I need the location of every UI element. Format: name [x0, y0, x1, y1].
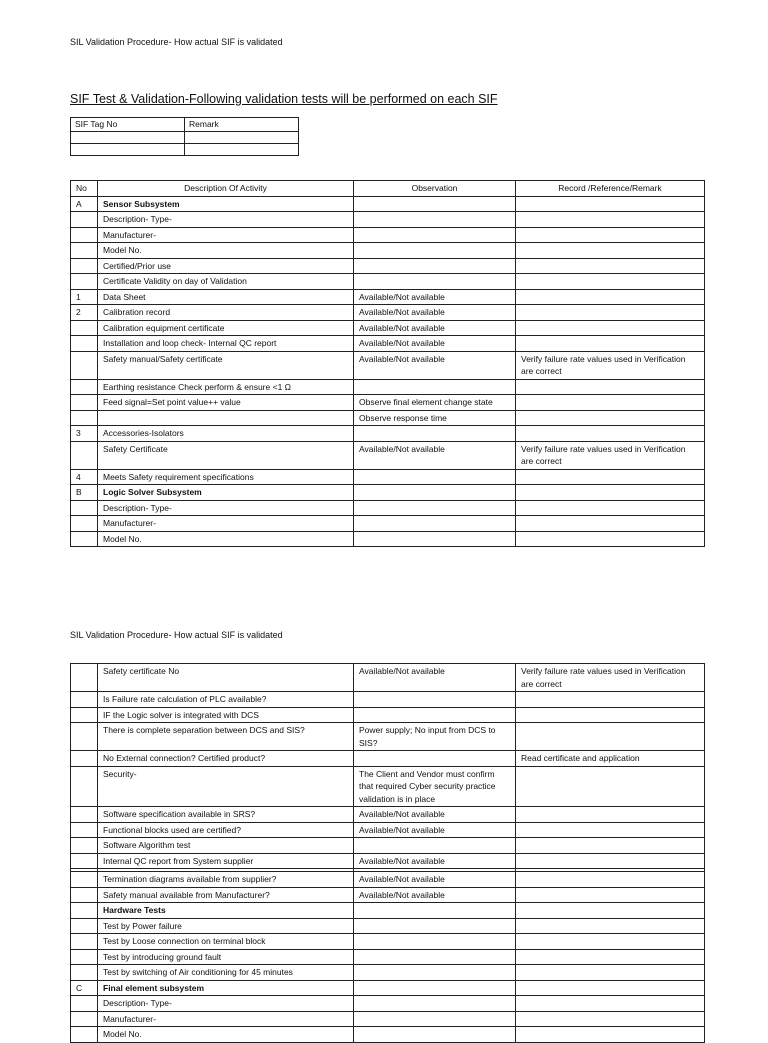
table-cell-rem: Verify failure rate values used in Verification are correct — [516, 664, 705, 692]
table-cell-rem — [516, 500, 705, 516]
table-cell — [71, 143, 185, 155]
table-cell-rem — [516, 822, 705, 838]
table-cell-rem — [516, 903, 705, 919]
table-row — [71, 918, 705, 934]
table-cell-rem — [516, 469, 705, 485]
table-row — [71, 807, 705, 823]
table-cell-rem — [516, 336, 705, 352]
table-cell-no — [71, 934, 98, 950]
validation-activity-table-continued — [70, 663, 705, 1043]
table-cell-obs — [354, 1027, 516, 1043]
table-cell-desc: Manufacturer- — [98, 1011, 354, 1027]
table-cell-obs — [354, 516, 516, 532]
table-cell-no — [71, 351, 98, 379]
table-cell-desc: Model No. — [98, 531, 354, 547]
table-cell-rem — [516, 766, 705, 807]
table-cell-desc: No External connection? Certified product? — [98, 751, 354, 767]
table-cell-obs: Power supply; No input from DCS to SIS? — [354, 723, 516, 751]
table-row — [71, 903, 705, 919]
table-cell-desc: Feed signal=Set point value++ value — [98, 395, 354, 411]
table-row — [71, 887, 705, 903]
table-cell-desc: Manufacturer- — [98, 516, 354, 532]
table-cell-no: B — [71, 485, 98, 501]
table-cell-no — [71, 212, 98, 228]
table-body — [71, 196, 705, 547]
table-cell-desc: Test by introducing ground fault — [98, 949, 354, 965]
table-cell-desc: Software Algorithm test — [98, 838, 354, 854]
page-header: SIL Validation Procedure- How actual SIF is validated — [70, 630, 283, 640]
table-cell-no — [71, 336, 98, 352]
table-cell-desc: Test by switching of Air conditioning for 45 minutes — [98, 965, 354, 981]
table-row — [71, 664, 705, 692]
table-cell-rem — [516, 807, 705, 823]
table-cell-desc: Installation and loop check- Internal QC report — [98, 336, 354, 352]
table-row — [71, 853, 705, 869]
table-cell-desc: Safety manual available from Manufacturer? — [98, 887, 354, 903]
table-cell-desc: Final element subsystem — [98, 980, 354, 996]
table-cell-rem — [516, 212, 705, 228]
table-cell-obs — [354, 692, 516, 708]
table-row — [71, 410, 705, 426]
table-cell-obs: Available/Not available — [354, 872, 516, 888]
table-row — [71, 692, 705, 708]
table-cell-desc: Accessories-Isolators — [98, 426, 354, 442]
table-row — [71, 1027, 705, 1043]
table-row — [71, 965, 705, 981]
table-cell-desc: Software specification available in SRS? — [98, 807, 354, 823]
table-row — [71, 289, 705, 305]
table-cell-no — [71, 516, 98, 532]
table-cell-obs: Observe final element change state — [354, 395, 516, 411]
table-cell-desc: Safety manual/Safety certificate — [98, 351, 354, 379]
table-cell-no — [71, 751, 98, 767]
table-cell-rem — [516, 1027, 705, 1043]
table-cell-desc: Calibration record — [98, 305, 354, 321]
table-cell-rem — [516, 949, 705, 965]
table-cell-desc: Test by Loose connection on terminal block — [98, 934, 354, 950]
table-cell-no — [71, 918, 98, 934]
table-cell-obs: Available/Not available — [354, 305, 516, 321]
table-cell-no — [71, 903, 98, 919]
table-cell-desc: Functional blocks used are certified? — [98, 822, 354, 838]
table-cell-rem — [516, 274, 705, 290]
table-cell-no — [71, 838, 98, 854]
table-cell-rem: Verify failure rate values used in Verification are correct — [516, 441, 705, 469]
table-cell-rem — [516, 243, 705, 259]
table-cell-obs — [354, 274, 516, 290]
table-cell-desc: Security- — [98, 766, 354, 807]
table-row — [71, 336, 705, 352]
table-cell-desc: Sensor Subsystem — [98, 196, 354, 212]
table-body — [71, 664, 705, 1043]
table-cell-rem — [516, 379, 705, 395]
table-cell-obs — [354, 918, 516, 934]
table-cell-no — [71, 395, 98, 411]
table-row — [71, 379, 705, 395]
table-cell-obs — [354, 196, 516, 212]
table-cell-desc: Internal QC report from System supplier — [98, 853, 354, 869]
description-column-header: Description Of Activity — [98, 181, 354, 197]
table-row — [71, 196, 705, 212]
table-cell-no: C — [71, 980, 98, 996]
table-cell-no — [71, 500, 98, 516]
table-row — [71, 838, 705, 854]
table-row — [71, 872, 705, 888]
table-cell-rem — [516, 707, 705, 723]
table-cell-obs — [354, 243, 516, 259]
table-cell-no — [71, 379, 98, 395]
table-row — [71, 274, 705, 290]
table-cell-obs — [354, 707, 516, 723]
table-cell-obs — [354, 426, 516, 442]
table-cell-obs: Observe response time — [354, 410, 516, 426]
table-cell-no — [71, 1011, 98, 1027]
table-cell-obs — [354, 469, 516, 485]
table-cell-obs — [354, 751, 516, 767]
table-cell-desc: Hardware Tests — [98, 903, 354, 919]
table-row — [71, 426, 705, 442]
table-cell-desc: Logic Solver Subsystem — [98, 485, 354, 501]
table-cell-obs: Available/Not available — [354, 351, 516, 379]
table-cell-obs — [354, 531, 516, 547]
table-cell-desc: Certified/Prior use — [98, 258, 354, 274]
table-cell-no — [71, 258, 98, 274]
table-cell-desc: Description- Type- — [98, 500, 354, 516]
table-row — [71, 227, 705, 243]
table-cell-desc: Certificate Validity on day of Validation — [98, 274, 354, 290]
sif-tag-table — [70, 117, 299, 156]
table-cell-obs — [354, 838, 516, 854]
table-cell-desc: Description- Type- — [98, 212, 354, 228]
table-cell-rem — [516, 227, 705, 243]
table-cell-obs — [354, 996, 516, 1012]
table-cell-rem — [516, 918, 705, 934]
table-cell-rem — [516, 196, 705, 212]
table-cell-no — [71, 996, 98, 1012]
table-cell-no — [71, 965, 98, 981]
table-row — [71, 996, 705, 1012]
table-cell-no — [71, 531, 98, 547]
table-cell-rem — [516, 531, 705, 547]
table-cell-no — [71, 887, 98, 903]
table-row — [71, 305, 705, 321]
table-cell-rem — [516, 258, 705, 274]
table-cell-no: A — [71, 196, 98, 212]
table-cell-obs: Available/Not available — [354, 822, 516, 838]
table-cell-rem: Read certificate and application — [516, 751, 705, 767]
table-row — [71, 723, 705, 751]
table-cell-desc: Termination diagrams available from supplier? — [98, 872, 354, 888]
remark-column-header: Record /Reference/Remark — [516, 181, 705, 197]
table-cell-no — [71, 707, 98, 723]
table-cell-desc — [98, 410, 354, 426]
table-cell-rem — [516, 410, 705, 426]
table-cell-obs: Available/Not available — [354, 887, 516, 903]
table-row — [71, 751, 705, 767]
table-cell-rem — [516, 887, 705, 903]
table-cell-obs — [354, 1011, 516, 1027]
table-row — [71, 258, 705, 274]
table-cell-obs: Available/Not available — [354, 441, 516, 469]
table-cell-no — [71, 410, 98, 426]
table-cell-obs — [354, 980, 516, 996]
table-row — [71, 980, 705, 996]
table-cell-rem — [516, 516, 705, 532]
page-header: SIL Validation Procedure- How actual SIF is validated — [70, 37, 283, 47]
table-cell-rem — [516, 305, 705, 321]
table-row — [71, 469, 705, 485]
table-row — [71, 707, 705, 723]
table-cell — [71, 131, 185, 143]
table-row — [71, 934, 705, 950]
table-cell-obs: Available/Not available — [354, 664, 516, 692]
table-cell-desc: IF the Logic solver is integrated with DCS — [98, 707, 354, 723]
table-cell-desc: Description- Type- — [98, 996, 354, 1012]
table-cell-rem — [516, 395, 705, 411]
table-row — [71, 395, 705, 411]
table-cell-desc: Is Failure rate calculation of PLC available? — [98, 692, 354, 708]
table-row — [71, 212, 705, 228]
table-cell-obs: Available/Not available — [354, 807, 516, 823]
table-cell-rem — [516, 485, 705, 501]
table-cell-obs — [354, 934, 516, 950]
table-cell-rem — [516, 853, 705, 869]
no-column-header: No — [71, 181, 98, 197]
table-cell-no — [71, 320, 98, 336]
table-cell-desc: Meets Safety requirement specifications — [98, 469, 354, 485]
table-cell-desc: Calibration equipment certificate — [98, 320, 354, 336]
table-cell-obs — [354, 500, 516, 516]
table-row — [71, 500, 705, 516]
table-row — [71, 531, 705, 547]
table-cell-obs — [354, 485, 516, 501]
table-cell-obs — [354, 965, 516, 981]
table-row — [71, 320, 705, 336]
table-cell-rem — [516, 692, 705, 708]
table-cell-no — [71, 227, 98, 243]
table-cell-obs — [354, 379, 516, 395]
table-cell-desc: Model No. — [98, 243, 354, 259]
table-cell — [185, 143, 299, 155]
table-cell-rem — [516, 320, 705, 336]
table-cell-obs — [354, 949, 516, 965]
table-cell-obs: Available/Not available — [354, 320, 516, 336]
table-cell-obs: Available/Not available — [354, 336, 516, 352]
table-cell-no — [71, 872, 98, 888]
table-cell-desc: Data Sheet — [98, 289, 354, 305]
table-cell-no — [71, 274, 98, 290]
table-cell-no — [71, 664, 98, 692]
table-cell-rem — [516, 289, 705, 305]
table-cell-rem — [516, 1011, 705, 1027]
table-cell-obs — [354, 258, 516, 274]
table-cell-no — [71, 723, 98, 751]
table-cell-desc: Manufacturer- — [98, 227, 354, 243]
table-cell-no — [71, 1027, 98, 1043]
table-cell-rem — [516, 996, 705, 1012]
table-cell-no — [71, 807, 98, 823]
table-cell-rem — [516, 872, 705, 888]
table-row — [71, 766, 705, 807]
table-cell-desc: There is complete separation between DCS and SIS? — [98, 723, 354, 751]
table-cell-desc: Safety Certificate — [98, 441, 354, 469]
table-cell-rem — [516, 965, 705, 981]
table-cell-no: 1 — [71, 289, 98, 305]
table-cell-no: 3 — [71, 426, 98, 442]
table-cell-rem — [516, 838, 705, 854]
table-cell-obs: Available/Not available — [354, 289, 516, 305]
table-cell-no — [71, 243, 98, 259]
observation-column-header: Observation — [354, 181, 516, 197]
table-cell-no — [71, 766, 98, 807]
table-row — [71, 243, 705, 259]
page-title: SIF Test & Validation-Following validation tests will be performed on each SIF — [70, 92, 498, 106]
table-cell-desc: Earthing resistance Check perform & ensure <1 Ω — [98, 379, 354, 395]
table-cell-rem — [516, 426, 705, 442]
tag-no-header: SIF Tag No — [71, 118, 185, 132]
table-cell-obs — [354, 212, 516, 228]
table-cell-no — [71, 822, 98, 838]
remark-header: Remark — [185, 118, 299, 132]
table-row — [71, 822, 705, 838]
table-cell-no — [71, 441, 98, 469]
table-row — [71, 351, 705, 379]
table-cell-no: 4 — [71, 469, 98, 485]
table-cell-no: 2 — [71, 305, 98, 321]
table-row — [71, 485, 705, 501]
table-cell-no — [71, 692, 98, 708]
table-cell — [185, 131, 299, 143]
table-cell-rem: Verify failure rate values used in Verification are correct — [516, 351, 705, 379]
table-cell-desc: Test by Power failure — [98, 918, 354, 934]
table-row — [71, 516, 705, 532]
table-cell-obs — [354, 227, 516, 243]
table-cell-obs: Available/Not available — [354, 853, 516, 869]
table-row — [71, 1011, 705, 1027]
table-cell-obs — [354, 903, 516, 919]
table-cell-rem — [516, 934, 705, 950]
table-cell-desc: Safety certificate No — [98, 664, 354, 692]
table-cell-obs: The Client and Vendor must confirm that required Cyber security practice validation is in place — [354, 766, 516, 807]
table-cell-no — [71, 949, 98, 965]
table-cell-desc: Model No. — [98, 1027, 354, 1043]
validation-activity-table — [70, 180, 705, 547]
table-cell-no — [71, 853, 98, 869]
table-cell-rem — [516, 723, 705, 751]
table-row — [71, 441, 705, 469]
table-row — [71, 949, 705, 965]
table-cell-rem — [516, 980, 705, 996]
